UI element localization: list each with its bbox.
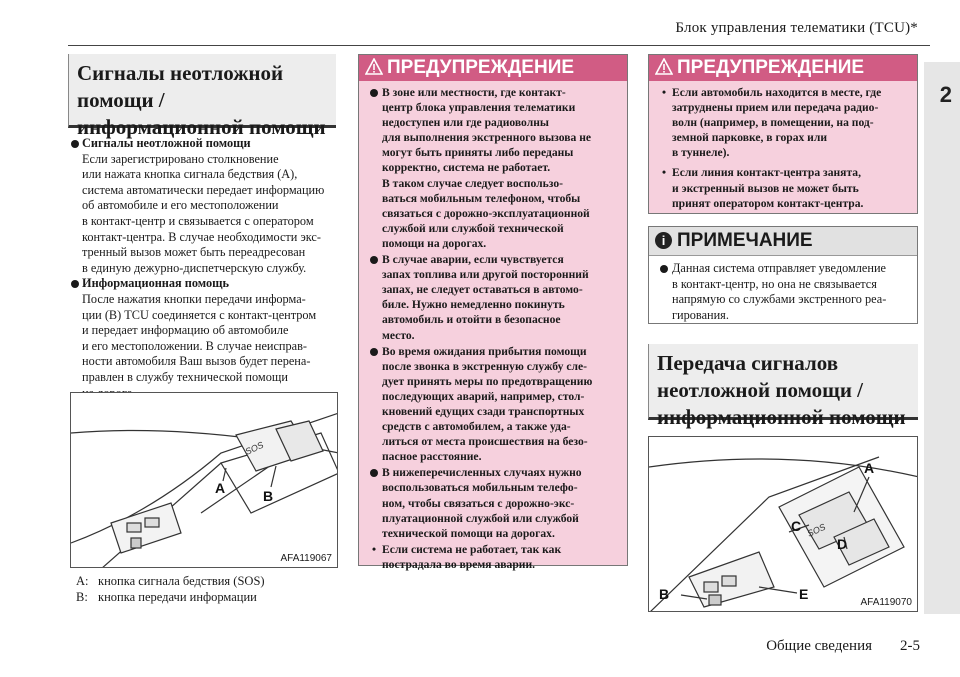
sos-button-label: SOS [805, 521, 828, 539]
figure-captions [76, 573, 265, 605]
note-item: Данная система отправляет уведомление в контакт-центр, но она не связывается напрямую со службами экстренного реа- гирования. [659, 261, 909, 323]
warning-header [359, 55, 627, 81]
text-line: об автомобиле и его местоположении [82, 198, 279, 213]
chapter-tab [924, 62, 960, 614]
page-header-title: Блок управления телематики (TCU)* [675, 20, 918, 36]
warning-box-1 [358, 54, 628, 571]
info-help-title: Информационная помощь [70, 276, 340, 292]
callout-a: A [864, 460, 875, 476]
text-line: После нажатия кнопки передачи информа- [82, 291, 306, 306]
sos-button-label: SOS [243, 439, 266, 457]
warning-box-2 [648, 54, 918, 214]
text-line: система автоматически передает информацию [82, 182, 325, 197]
warning-item: Во время ожидания прибытия помощи после звонка в экстренную службу сле- дует принять меры по предотвращению последующих аварий, например, стол- кновений едущих сзади транспортных средств с автомобилем, а также уда- литься от места происшествия на безо- пасное расстояние. [369, 344, 620, 465]
note-header [649, 227, 917, 256]
warning-body [359, 81, 627, 572]
text-line: правлен в службу технической помощи [82, 369, 288, 384]
warning-title: ПРЕДУПРЕЖДЕНИЕ [387, 57, 575, 78]
text-line: или нажата кнопка сигнала бедствия (A), [82, 167, 298, 182]
page-footer [738, 638, 920, 655]
chapter-number: 2 [939, 82, 952, 107]
header-rule [68, 45, 930, 46]
warning-triangle-icon [365, 58, 383, 76]
warning-title: ПРЕДУПРЕЖДЕНИЕ [677, 57, 865, 78]
warning-sub-item: • Если линия контакт-центра занята, и экстренный вызов не может быть принят оператором контакт-центра. [659, 165, 910, 210]
callout-a: A [215, 480, 226, 496]
warning-item: В зоне или местности, где контакт- центр блока управления телематики недоступен или где радиоволны для выполнения экстренного вызова не могут быть приняты либо переданы корректно, система не работает. В таком случае следует воспользо- ваться мобильным телефоном, чтобы связаться с дорожно-эксплуатационной службой или службой технической помощи на дорогах. [369, 85, 620, 251]
text-line: ности автомобиля Ваш вызов будет перена- [82, 354, 311, 369]
warning-header [649, 55, 917, 81]
caption-a: A: кнопка сигнала бедствия (SOS) [76, 574, 265, 588]
figure-code: AFA119067 [280, 553, 332, 564]
warning-triangle-icon [655, 58, 673, 76]
warning-sub-item: • Если система не работает, так как пострадала во время аварии. [369, 542, 620, 572]
figure-overhead-console-1 [70, 392, 338, 568]
callout-d: D [837, 536, 848, 552]
warning-sub-item: • Если автомобиль находится в месте, где затруднены прием или передача радио- волн (например, в помещении, на под- земной парковке, в горах или в туннеле). [659, 85, 910, 160]
text-line: Если зарегистрировано столкновение [82, 151, 279, 166]
note-box [648, 226, 918, 324]
caption-b: B: кнопка передачи информации [76, 590, 257, 604]
text-line: в контакт-центр и связывается с оператором [82, 213, 314, 228]
emergency-help-title: Сигналы неотложной помощи [70, 136, 340, 152]
text-line: ции (B) TCU соединяется с контакт-центром [82, 307, 317, 322]
text-line: контакт-центра. В случае необходимости экс- [82, 229, 321, 244]
section-heading-signals: Сигналы неотложной помощи / информационной помощи [68, 54, 336, 128]
text-line: тренный вызов может быть переадресован [82, 245, 306, 260]
figure-overhead-console-2 [648, 436, 918, 612]
note-title: ПРИМЕЧАНИЕ [677, 230, 813, 251]
figure-code: AFA119070 [860, 597, 912, 608]
info-help-paragraph [70, 292, 340, 401]
page-number: 2-5 [900, 638, 920, 654]
text-line: и передает информацию об автомобиле [82, 323, 289, 338]
emergency-help-paragraph [70, 152, 340, 277]
callout-c: C [791, 518, 802, 534]
overhead-console-illustration [71, 393, 338, 568]
left-column-text [70, 136, 340, 401]
callout-b: B [263, 488, 274, 504]
text-line: и его местоположении. В случае неисправ- [82, 338, 308, 353]
callout-b: B [659, 586, 670, 602]
info-icon: i [655, 232, 672, 249]
warning-item: В случае аварии, если чувствуется запах топлива или другой посторонний запах, не следует оставаться в автомо- биле. Нужно немедленно покинуть автомобиль и отойти в безопасное место. [369, 252, 620, 343]
section-heading-transmission: Передача сигналов неотложной помощи / информационной помощи [648, 344, 918, 420]
warning-item: В нижеперечисленных случаях нужно воспользоваться мобильным телефо- ном, чтобы связаться с дорожно-экс- плуатационной службой или службой технической помощи на дорогах. [369, 465, 620, 540]
note-body [649, 256, 917, 323]
footer-section: Общие сведения [766, 638, 872, 654]
callout-e: E [799, 586, 809, 602]
warning-body [649, 81, 917, 211]
text-line: в единую дежурно-диспетчерскую службу. [82, 260, 307, 275]
overhead-console-closeup-illustration [649, 437, 918, 612]
